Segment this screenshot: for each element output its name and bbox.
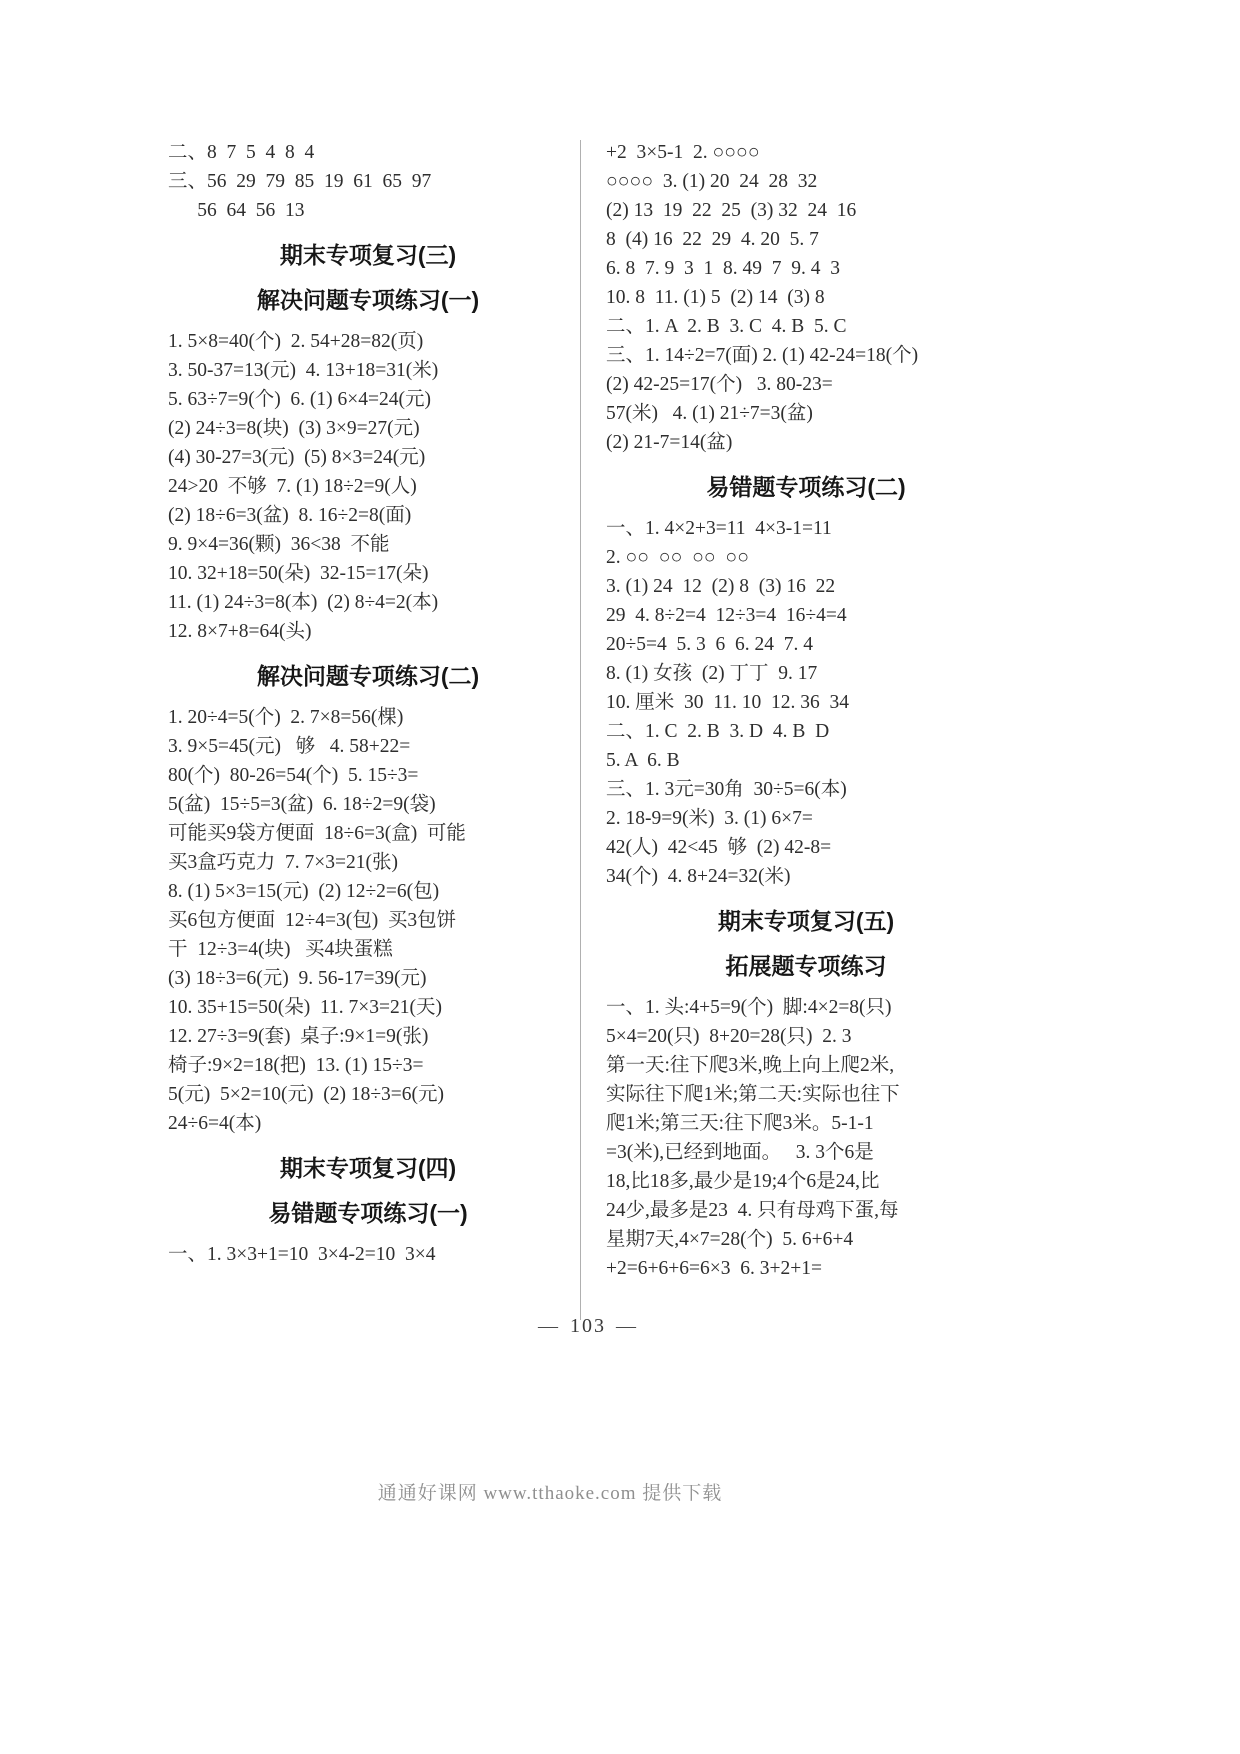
answer-line: (2) 18÷6=3(盆) 8. 16÷2=8(面) — [168, 505, 412, 526]
answer-line: 10. 35+15=50(朵) 11. 7×3=21(天) — [168, 997, 442, 1018]
answer-line: 24÷6=4(本) — [168, 1113, 262, 1134]
answer-line: 三、56 29 79 85 19 61 65 97 — [168, 171, 432, 192]
left-column — [168, 138, 568, 1269]
answer-line: 三、1. 14÷2=7(面) 2. (1) 42-24=18(个) — [606, 345, 919, 366]
answer-line: 5(元) 5×2=10(元) (2) 18÷3=6(元) — [168, 1084, 445, 1105]
answer-line: 29 4. 8÷2=4 12÷3=4 16÷4=4 — [606, 605, 847, 626]
answer-line: 5. 63÷7=9(个) 6. (1) 6×4=24(元) — [168, 389, 432, 410]
section-heading: 拓展题专项练习 — [725, 953, 887, 979]
answer-line: 12. 8×7+8=64(头) — [168, 621, 312, 642]
answer-line: 5. A 6. B — [606, 750, 680, 771]
answer-line: 34(个) 4. 8+24=32(米) — [606, 866, 791, 887]
answer-line: 10. 8 11. (1) 5 (2) 14 (3) 8 — [606, 287, 825, 308]
answer-line: 10. 32+18=50(朵) 32-15=17(朵) — [168, 563, 429, 584]
answer-line: 干 12÷3=4(块) 买4块蛋糕 — [168, 939, 393, 960]
answer-line: 24>20 不够 7. (1) 18÷2=9(人) — [168, 476, 417, 497]
answer-line: (4) 30-27=3(元) (5) 8×3=24(元) — [168, 447, 426, 468]
answer-line: 9. 9×4=36(颗) 36<38 不能 — [168, 534, 390, 555]
answer-line: 18,比18多,最少是19;4个6是24,比 — [606, 1171, 880, 1192]
answer-line: 20÷5=4 5. 3 6 6. 24 7. 4 — [606, 634, 813, 655]
section-heading: 期末专项复习(四) — [279, 1155, 457, 1181]
answer-line: (2) 21-7=14(盆) — [606, 432, 733, 453]
answer-line: 11. (1) 24÷3=8(本) (2) 8÷4=2(本) — [168, 592, 439, 613]
page-number-dash-left: — — [538, 1315, 560, 1337]
answer-line: 爬1米;第三天:往下爬3米。5-1-1 — [606, 1113, 874, 1134]
answer-line: 二、1. C 2. B 3. D 4. B D — [606, 721, 830, 742]
page-number-dash-right: — — [616, 1315, 638, 1337]
answer-line: 二、1. A 2. B 3. C 4. B 5. C — [606, 316, 847, 337]
answer-line: 一、1. 头:4+5=9(个) 脚:4×2=8(只) — [606, 997, 892, 1018]
section-heading: 易错题专项练习(二) — [706, 474, 906, 500]
answer-line: 实际往下爬1米;第二天:实际也往下 — [606, 1084, 900, 1105]
answer-line: 56 64 56 13 — [168, 200, 305, 221]
answer-line: 2. 18-9=9(米) 3. (1) 6×7= — [606, 808, 813, 829]
section-heading: 解决问题专项练习(一) — [256, 287, 480, 313]
answer-line: 椅子:9×2=18(把) 13. (1) 15÷3= — [168, 1055, 424, 1076]
right-column — [606, 138, 1006, 1283]
answer-line: 6. 8 7. 9 3 1 8. 49 7 9. 4 3 — [606, 258, 840, 279]
answer-line: 一、1. 4×2+3=11 4×3-1=11 — [606, 518, 832, 539]
answer-line: 买3盒巧克力 7. 7×3=21(张) — [168, 852, 398, 873]
answer-line: 8 (4) 16 22 29 4. 20 5. 7 — [606, 229, 819, 250]
watermark: 通通好课网 www.tthaoke.com 提供下载 — [377, 1483, 723, 1504]
answer-line: (2) 13 19 22 25 (3) 32 24 16 — [606, 200, 857, 221]
answer-line: 3. 50-37=13(元) 4. 13+18=31(米) — [168, 360, 439, 381]
answer-line: 12. 27÷3=9(套) 桌子:9×1=9(张) — [168, 1026, 429, 1047]
answer-line: 1. 20÷4=5(个) 2. 7×8=56(棵) — [168, 707, 404, 728]
answer-line: (2) 24÷3=8(块) (3) 3×9=27(元) — [168, 418, 420, 439]
answer-line: 一、1. 3×3+1=10 3×4-2=10 3×4 — [168, 1244, 436, 1265]
answer-line: ○○○○ 3. (1) 20 24 28 32 — [606, 171, 818, 192]
section-heading: 期末专项复习(五) — [717, 908, 895, 934]
section-heading: 期末专项复习(三) — [279, 242, 457, 268]
answer-line: 买6包方便面 12÷4=3(包) 买3包饼 — [168, 910, 457, 931]
answer-line: 星期7天,4×7=28(个) 5. 6+6+4 — [606, 1229, 854, 1250]
column-divider — [580, 140, 581, 1320]
answer-line: 三、1. 3元=30角 30÷5=6(本) — [606, 779, 847, 800]
answer-line: 3. (1) 24 12 (2) 8 (3) 16 22 — [606, 576, 836, 597]
section-heading: 解决问题专项练习(二) — [256, 663, 480, 689]
answer-line: 二、8 7 5 4 8 4 — [168, 142, 315, 163]
answer-line: 2. ○○ ○○ ○○ ○○ — [606, 547, 749, 568]
answer-line: (3) 18÷3=6(元) 9. 56-17=39(元) — [168, 968, 427, 989]
answer-line: 42(人) 42<45 够 (2) 42-8= — [606, 837, 832, 858]
answer-line: 57(米) 4. (1) 21÷7=3(盆) — [606, 403, 813, 424]
answer-line: 可能买9袋方便面 18÷6=3(盒) 可能 — [168, 823, 466, 844]
answer-line: (2) 42-25=17(个) 3. 80-23= — [606, 374, 833, 395]
answer-line: 8. (1) 女孩 (2) 丁丁 9. 17 — [606, 663, 818, 684]
page-number — [168, 1315, 1008, 1338]
answer-line: 10. 厘米 30 11. 10 12. 36 34 — [606, 692, 850, 713]
answer-line: +2 3×5-1 2. ○○○○ — [606, 142, 760, 163]
answer-line: +2=6+6+6=6×3 6. 3+2+1= — [606, 1258, 822, 1279]
answer-line: 24少,最多是23 4. 只有母鸡下蛋,每 — [606, 1200, 899, 1221]
answer-line: 第一天:往下爬3米,晚上向上爬2米, — [606, 1055, 895, 1076]
section-heading: 易错题专项练习(一) — [268, 1200, 468, 1226]
answer-line: =3(米),已经到地面。 3. 3个6是 — [606, 1142, 874, 1163]
answer-line: 1. 5×8=40(个) 2. 54+28=82(页) — [168, 331, 424, 352]
answer-line: 80(个) 80-26=54(个) 5. 15÷3= — [168, 765, 419, 786]
page-number-value: 103 — [570, 1315, 606, 1337]
answer-line: 8. (1) 5×3=15(元) (2) 12÷2=6(包) — [168, 881, 440, 902]
answer-line: 5×4=20(只) 8+20=28(只) 2. 3 — [606, 1026, 852, 1047]
answer-line: 3. 9×5=45(元) 够 4. 58+22= — [168, 736, 411, 757]
answer-line: 5(盆) 15÷5=3(盆) 6. 18÷2=9(袋) — [168, 794, 436, 815]
